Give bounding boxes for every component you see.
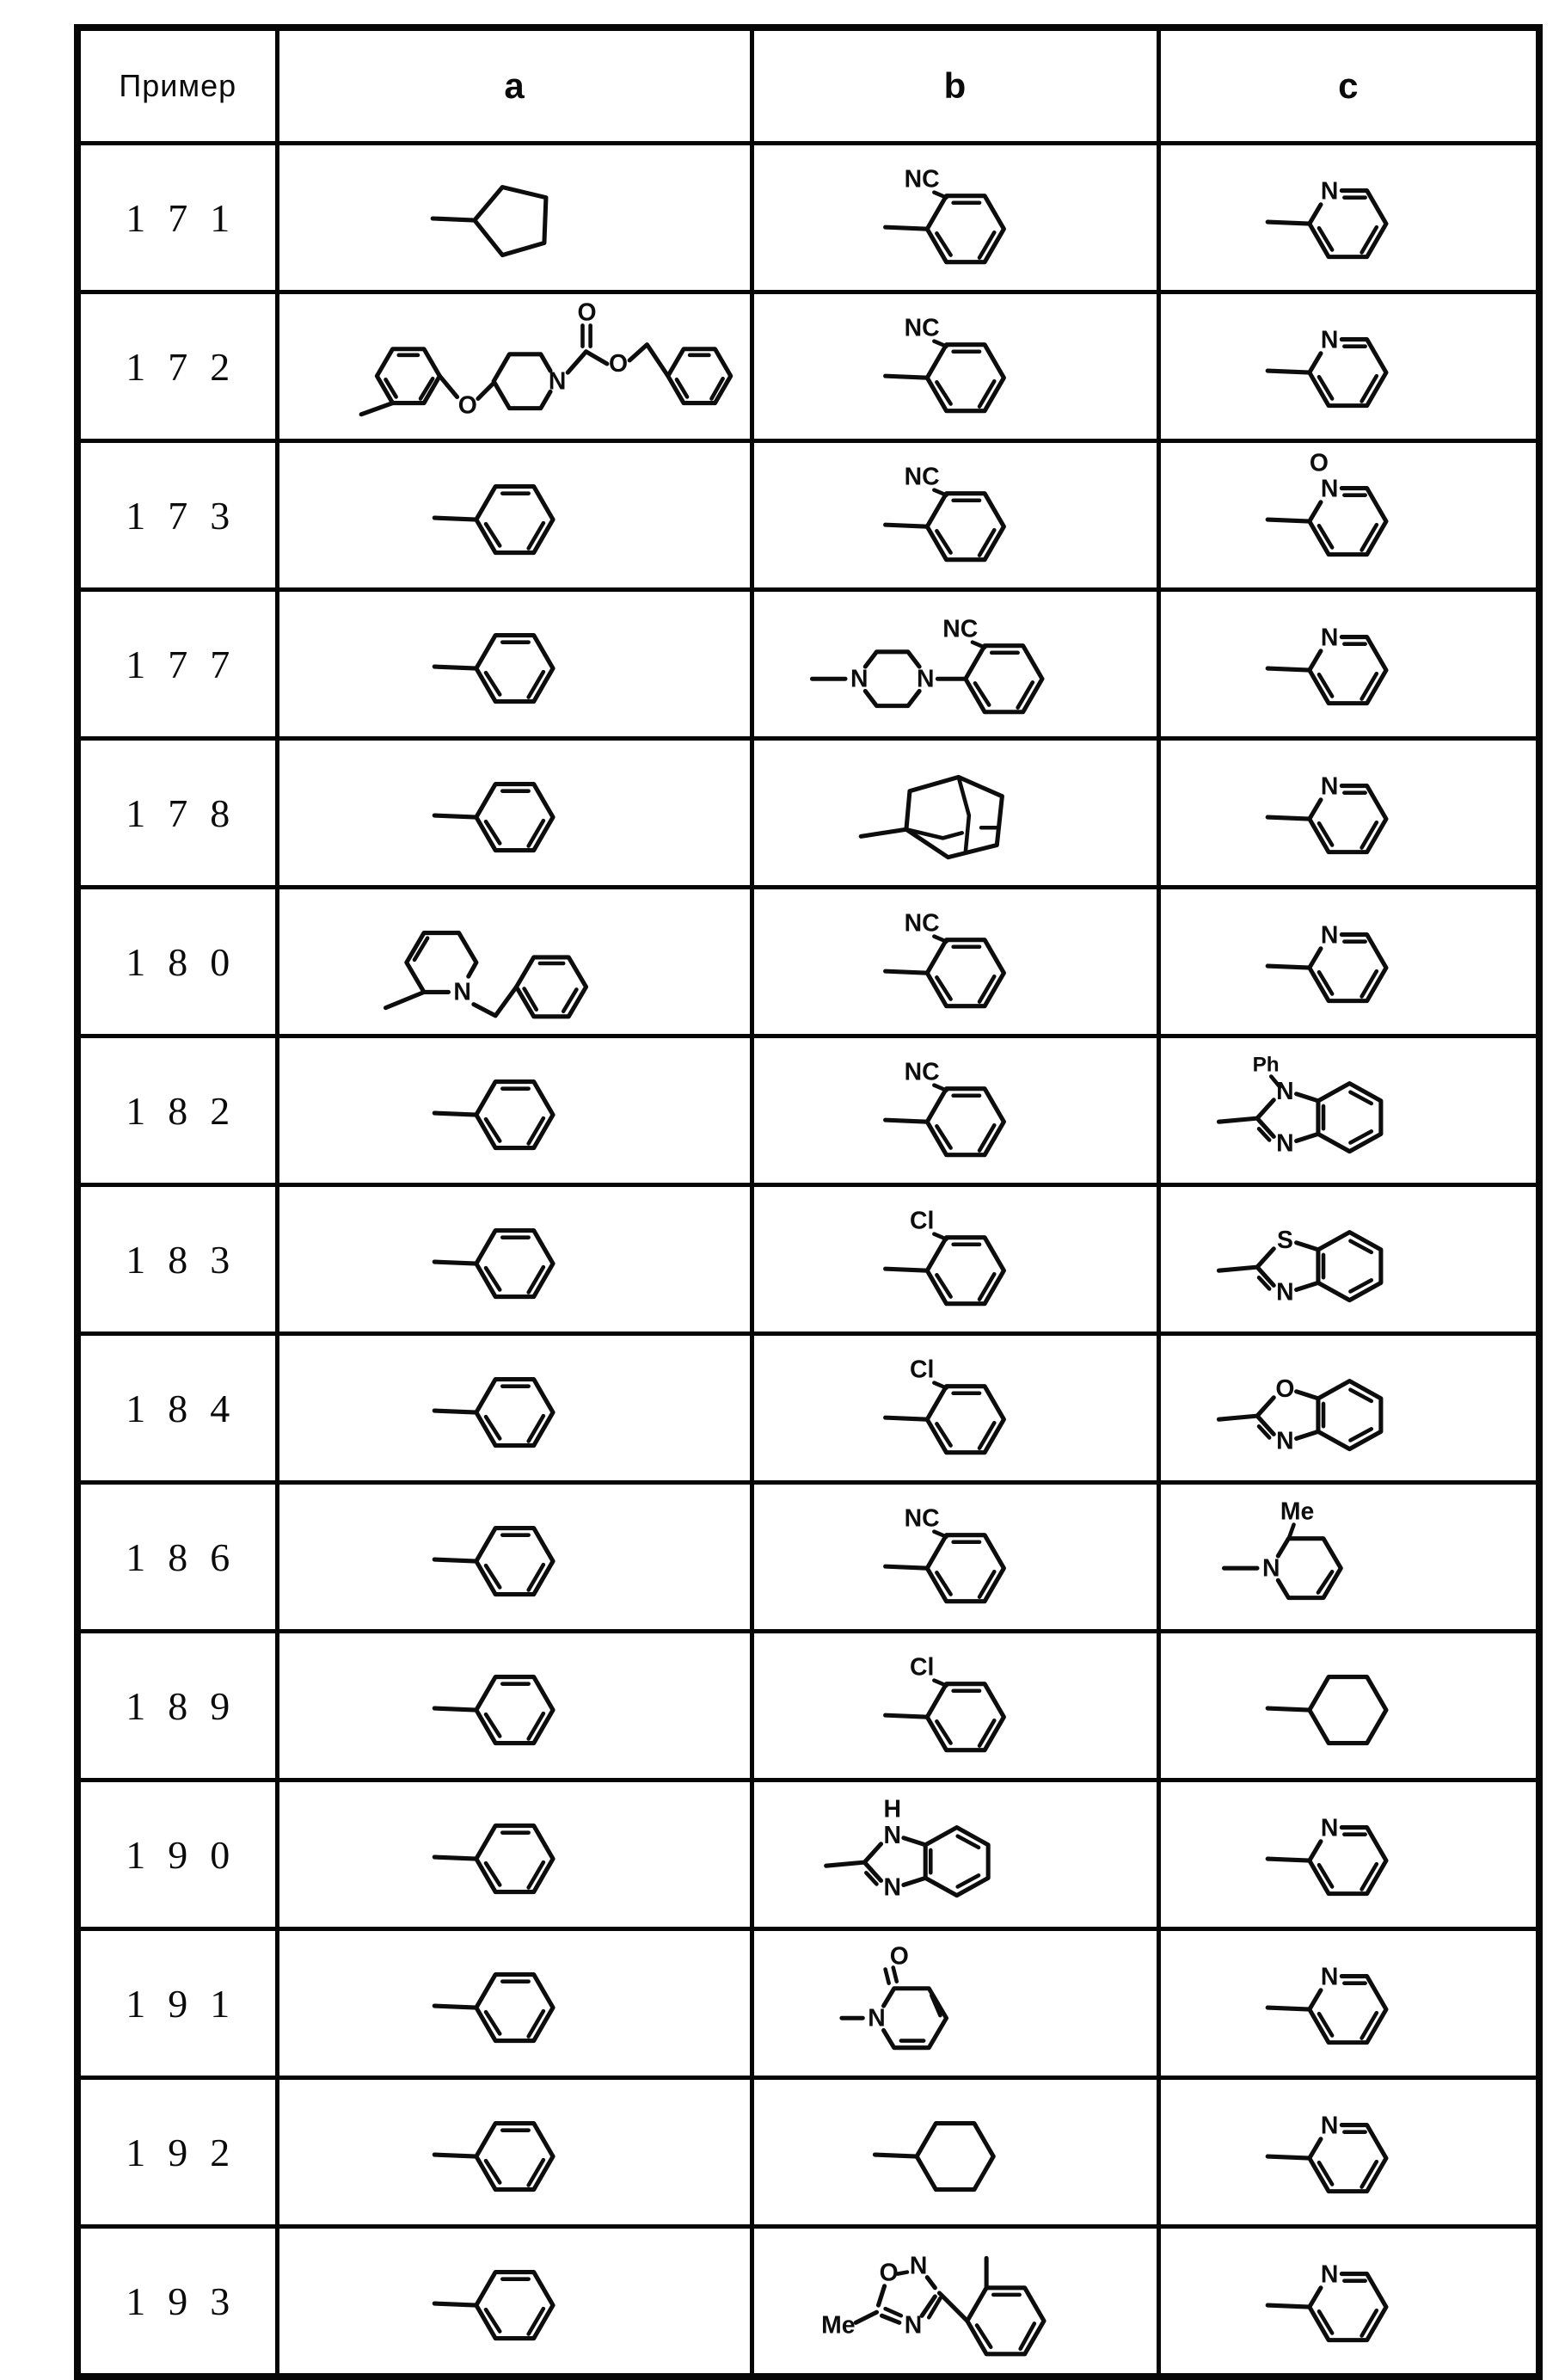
structure-b-drawing bbox=[885, 315, 1004, 411]
cell-b bbox=[752, 292, 1158, 441]
cell-a bbox=[277, 1334, 752, 1483]
cell-b bbox=[752, 888, 1158, 1036]
table-row bbox=[77, 1483, 1539, 1632]
example-number: 191 bbox=[77, 1929, 277, 2078]
structure-b-drawing bbox=[885, 1059, 1004, 1155]
cell-a bbox=[277, 441, 752, 590]
structure-a-drawing bbox=[433, 188, 546, 255]
structure-b-drawing bbox=[826, 1795, 988, 1901]
cell-c bbox=[1158, 590, 1539, 739]
structure-c-drawing bbox=[1268, 450, 1387, 555]
table-row bbox=[77, 1632, 1539, 1780]
cell-c bbox=[1158, 1632, 1539, 1780]
structure-a-drawing bbox=[434, 2124, 553, 2190]
table-row bbox=[77, 739, 1539, 888]
structure-c-drawing bbox=[1268, 1677, 1387, 1743]
example-number: 178 bbox=[77, 739, 277, 888]
structure-b-drawing bbox=[885, 1356, 1004, 1453]
cell-b bbox=[752, 1929, 1158, 2078]
structure-b-drawing bbox=[885, 464, 1004, 560]
structure-c-drawing bbox=[1268, 327, 1387, 406]
structure-a-drawing bbox=[434, 1826, 553, 1892]
structure-c-drawing bbox=[1268, 773, 1387, 852]
table-row bbox=[77, 1780, 1539, 1929]
example-number: 171 bbox=[77, 144, 277, 292]
cell-b bbox=[752, 2227, 1158, 2377]
example-number: 182 bbox=[77, 1036, 277, 1185]
header-row bbox=[77, 28, 1539, 144]
cell-a bbox=[277, 1036, 752, 1185]
cell-b bbox=[752, 1185, 1158, 1334]
header-col-a: a bbox=[277, 28, 752, 144]
cell-c bbox=[1158, 1483, 1539, 1632]
table-row bbox=[77, 144, 1539, 292]
table-row bbox=[77, 441, 1539, 590]
structure-b-drawing bbox=[842, 1942, 947, 2047]
table-row bbox=[77, 590, 1539, 739]
cell-c bbox=[1158, 888, 1539, 1036]
cell-a bbox=[277, 888, 752, 1036]
structure-c-drawing bbox=[1224, 1497, 1341, 1597]
example-number: 186 bbox=[77, 1483, 277, 1632]
cell-b bbox=[752, 739, 1158, 888]
table-row bbox=[77, 1185, 1539, 1334]
structure-b-drawing bbox=[885, 166, 1004, 262]
cell-c bbox=[1158, 441, 1539, 590]
cell-b bbox=[752, 1334, 1158, 1483]
structure-b-drawing bbox=[885, 910, 1004, 1006]
cell-a bbox=[277, 1780, 752, 1929]
cell-a bbox=[277, 1483, 752, 1632]
structure-a-drawing bbox=[434, 1528, 553, 1595]
structure-b-drawing bbox=[861, 777, 1002, 857]
cell-a bbox=[277, 292, 752, 441]
header-col-c: c bbox=[1158, 28, 1539, 144]
structure-a-drawing bbox=[434, 1231, 553, 1297]
example-number: 173 bbox=[77, 441, 277, 590]
cell-a bbox=[277, 2227, 752, 2377]
header-example: Пример bbox=[77, 28, 277, 144]
structure-c-drawing bbox=[1219, 1053, 1381, 1157]
structure-c-drawing bbox=[1268, 1815, 1387, 1894]
example-number: 180 bbox=[77, 888, 277, 1036]
header-col-b: b bbox=[752, 28, 1158, 144]
example-number: 190 bbox=[77, 1780, 277, 1929]
substituent-table bbox=[74, 24, 1543, 2380]
structure-b-drawing bbox=[812, 616, 1042, 712]
structure-c-drawing bbox=[1268, 2112, 1387, 2192]
structure-b-drawing bbox=[875, 2124, 993, 2190]
structure-c-drawing bbox=[1268, 2261, 1387, 2340]
cell-b bbox=[752, 1036, 1158, 1185]
cell-a bbox=[277, 2078, 752, 2227]
structure-b-drawing bbox=[885, 1208, 1004, 1304]
structure-a-drawing bbox=[434, 1380, 553, 1446]
cell-c bbox=[1158, 292, 1539, 441]
table-row bbox=[77, 2078, 1539, 2227]
table-row bbox=[77, 888, 1539, 1036]
cell-c bbox=[1158, 739, 1539, 888]
cell-c bbox=[1158, 144, 1539, 292]
cell-b bbox=[752, 441, 1158, 590]
table-row bbox=[77, 1036, 1539, 1185]
structure-c-drawing bbox=[1268, 922, 1387, 1001]
structure-c-drawing bbox=[1219, 1227, 1381, 1307]
cell-b bbox=[752, 1780, 1158, 1929]
cell-a bbox=[277, 144, 752, 292]
structure-a-drawing bbox=[434, 1677, 553, 1743]
cell-b bbox=[752, 1632, 1158, 1780]
cell-c bbox=[1158, 2078, 1539, 2227]
cell-a bbox=[277, 1632, 752, 1780]
structure-b-drawing bbox=[821, 2253, 1044, 2354]
example-number: 177 bbox=[77, 590, 277, 739]
cell-c bbox=[1158, 1185, 1539, 1334]
structure-c-drawing bbox=[1268, 624, 1387, 704]
cell-a bbox=[277, 1929, 752, 2078]
cell-a bbox=[277, 1185, 752, 1334]
example-number: 183 bbox=[77, 1185, 277, 1334]
structure-b-drawing bbox=[885, 1654, 1004, 1750]
example-number: 192 bbox=[77, 2078, 277, 2227]
cell-b bbox=[752, 590, 1158, 739]
cell-a bbox=[277, 739, 752, 888]
structure-c-drawing bbox=[1268, 178, 1387, 257]
structure-a-drawing bbox=[385, 933, 586, 1017]
cell-c bbox=[1158, 2227, 1539, 2377]
cell-c bbox=[1158, 1780, 1539, 1929]
example-number: 189 bbox=[77, 1632, 277, 1780]
table-row bbox=[77, 1929, 1539, 2078]
example-number: 184 bbox=[77, 1334, 277, 1483]
structure-c-drawing bbox=[1268, 1964, 1387, 2043]
structure-a-drawing bbox=[434, 784, 553, 851]
example-number: 172 bbox=[77, 292, 277, 441]
structure-c-drawing bbox=[1219, 1375, 1381, 1455]
structure-a-drawing bbox=[361, 301, 731, 420]
cell-a bbox=[277, 590, 752, 739]
structure-a-drawing bbox=[434, 636, 553, 702]
structure-a-drawing bbox=[434, 2272, 553, 2339]
table-row bbox=[77, 292, 1539, 441]
cell-b bbox=[752, 144, 1158, 292]
cell-b bbox=[752, 2078, 1158, 2227]
cell-c bbox=[1158, 1929, 1539, 2078]
table-row bbox=[77, 1334, 1539, 1483]
cell-b bbox=[752, 1483, 1158, 1632]
example-number: 193 bbox=[77, 2227, 277, 2377]
cell-c bbox=[1158, 1036, 1539, 1185]
structure-b-drawing bbox=[885, 1505, 1004, 1602]
structure-a-drawing bbox=[434, 487, 553, 553]
cell-c bbox=[1158, 1334, 1539, 1483]
structure-a-drawing bbox=[434, 1082, 553, 1148]
table-row bbox=[77, 2227, 1539, 2377]
structure-a-drawing bbox=[434, 1975, 553, 2041]
